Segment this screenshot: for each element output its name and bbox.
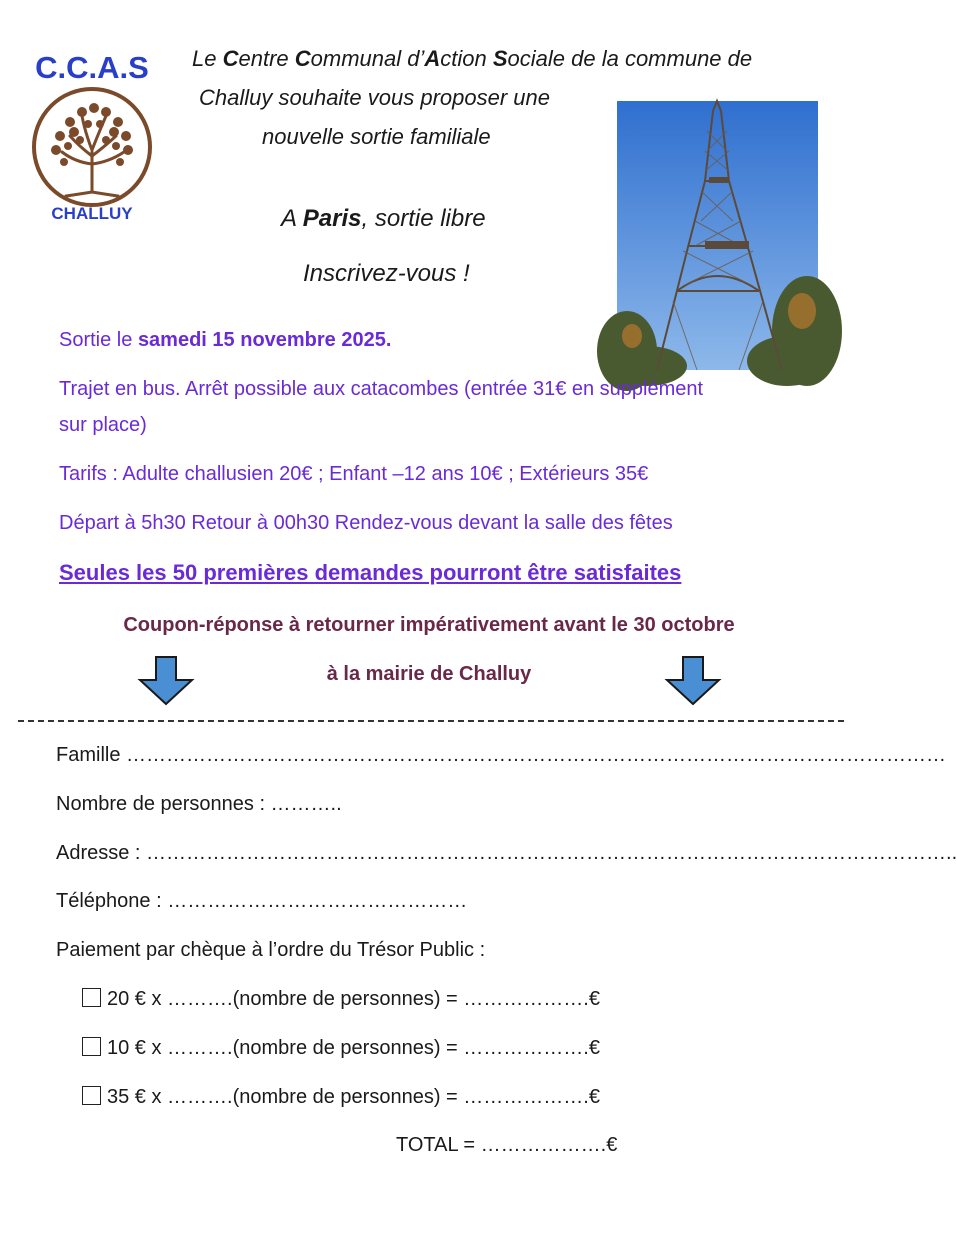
famille-field[interactable]: Famille …………………………………………………………………………………………………………… (56, 744, 947, 766)
payment-option-35[interactable]: 35 € x ……….(nombre de personnes) = ……………….€ (82, 1086, 600, 1109)
trip-prices: Tarifs : Adulte challusien 20€ ; Enfant –12 ans 10€ ; Extérieurs 35€ (59, 463, 649, 485)
deadline-line-1: Coupon-réponse à retourner impérativement avant le 30 octobre (123, 614, 735, 636)
checkbox[interactable] (82, 1037, 101, 1056)
arrow-down-icon (138, 656, 194, 706)
adresse-field[interactable]: Adresse : ………………………………………………………………………………………………………….. (56, 842, 957, 864)
checkbox[interactable] (82, 988, 101, 1007)
headline: A Paris, sortie libre (281, 205, 486, 232)
intro-line-2: Challuy souhaite vous proposer une (199, 85, 551, 110)
intro-line-1: Le Centre Communal d’Action Sociale de la commune de (192, 46, 753, 71)
total-field[interactable]: TOTAL = ……………….€ (396, 1134, 618, 1156)
cut-line (18, 720, 844, 722)
trip-schedule: Départ à 5h30 Retour à 00h30 Rendez-vous devant la salle des fêtes (59, 512, 673, 534)
deadline-line-2: à la mairie de Challuy (326, 663, 532, 685)
payment-instructions: Paiement par chèque à l’ordre du Trésor Public : (56, 939, 486, 961)
trip-transport-line-1: Trajet en bus. Arrêt possible aux catacombes (entrée 31€ en supplément (59, 378, 704, 400)
call-to-action: Inscrivez-vous ! (303, 260, 470, 287)
payment-option-10[interactable]: 10 € x ……….(nombre de personnes) = ……………….€ (82, 1037, 600, 1060)
trip-transport-line-2: sur place) (59, 414, 147, 436)
arrow-down-icon (665, 656, 721, 706)
telephone-field[interactable]: Téléphone : ……………………………………… (56, 890, 468, 912)
nombre-personnes-field[interactable]: Nombre de personnes : ……….. (56, 793, 342, 815)
logo-title: C.C.A.S (35, 50, 149, 85)
limit-notice: Seules les 50 premières demandes pourront être satisfaites (59, 560, 682, 585)
intro-line-3: nouvelle sortie familiale (262, 124, 491, 149)
trip-date: Sortie le samedi 15 novembre 2025. (59, 329, 392, 351)
tree-logo-icon (30, 92, 154, 202)
payment-option-20[interactable]: 20 € x ……….(nombre de personnes) = ……………….€ (82, 988, 600, 1011)
eiffel-tower-photo (617, 101, 818, 370)
logo-subtitle: CHALLUY (51, 204, 133, 223)
checkbox[interactable] (82, 1086, 101, 1105)
